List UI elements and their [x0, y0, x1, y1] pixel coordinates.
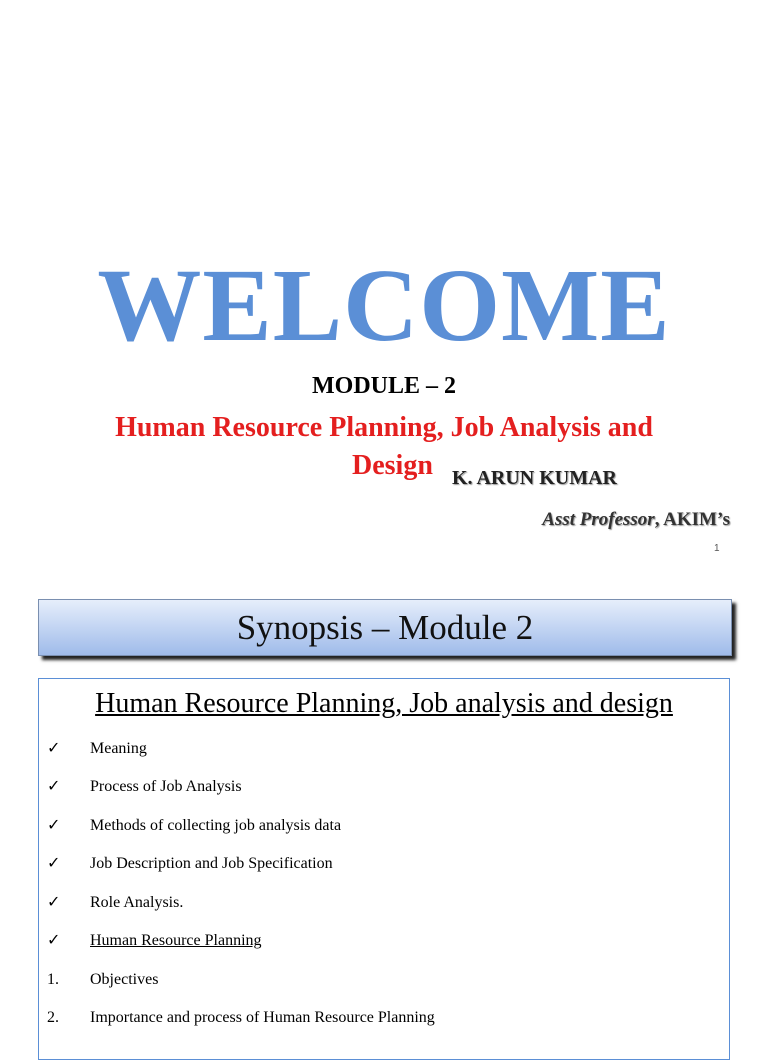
checkmark-icon: ✓ [47, 855, 61, 872]
checkmark-icon: ✓ [47, 778, 61, 795]
checkmark-icon: ✓ [47, 932, 61, 949]
checkmark-icon: ✓ [47, 817, 61, 834]
list-item [47, 891, 707, 915]
content-title: Human Resource Planning, Job analysis and design [95, 688, 673, 719]
list-item-text: Objectives [90, 971, 159, 988]
item-number: 1. [47, 971, 59, 988]
list-item [47, 814, 707, 838]
list-item-text: Methods of collecting job analysis data [90, 817, 342, 834]
checkmark-icon: ✓ [47, 740, 61, 757]
list-item-text: Role Analysis. [90, 894, 184, 911]
list-item [47, 852, 707, 876]
author-role-institute: , AKIM’s [654, 509, 730, 530]
author-role-title: Asst Professor [542, 509, 655, 530]
subtitle-line-2: Design [352, 450, 433, 481]
page-number: 1 [714, 543, 720, 554]
list-item [47, 775, 707, 799]
synopsis-banner [38, 599, 732, 656]
subtitle-line-1: Human Resource Planning, Job Analysis and [115, 412, 653, 443]
list-item-text: Meaning [90, 740, 147, 757]
welcome-heading: WELCOME [97, 248, 671, 363]
banner-title: Synopsis – Module 2 [236, 608, 534, 647]
list-item-text: Job Description and Job Specification [90, 855, 333, 872]
item-number: 2. [47, 1009, 59, 1026]
author-role [542, 508, 730, 532]
numbered-item [47, 1006, 707, 1030]
checkmark-icon: ✓ [47, 894, 61, 911]
list-item [47, 929, 707, 953]
author-name: K. ARUN KUMAR [452, 467, 617, 489]
module-label: MODULE – 2 [312, 373, 456, 399]
list-item [47, 737, 707, 761]
synopsis-content-box [38, 678, 730, 1060]
numbered-item [47, 968, 707, 992]
list-item-text: Process of Job Analysis [90, 778, 242, 795]
list-item-text: Human Resource Planning [90, 932, 262, 949]
list-item-text: Importance and process of Human Resource Planning [90, 1009, 435, 1026]
